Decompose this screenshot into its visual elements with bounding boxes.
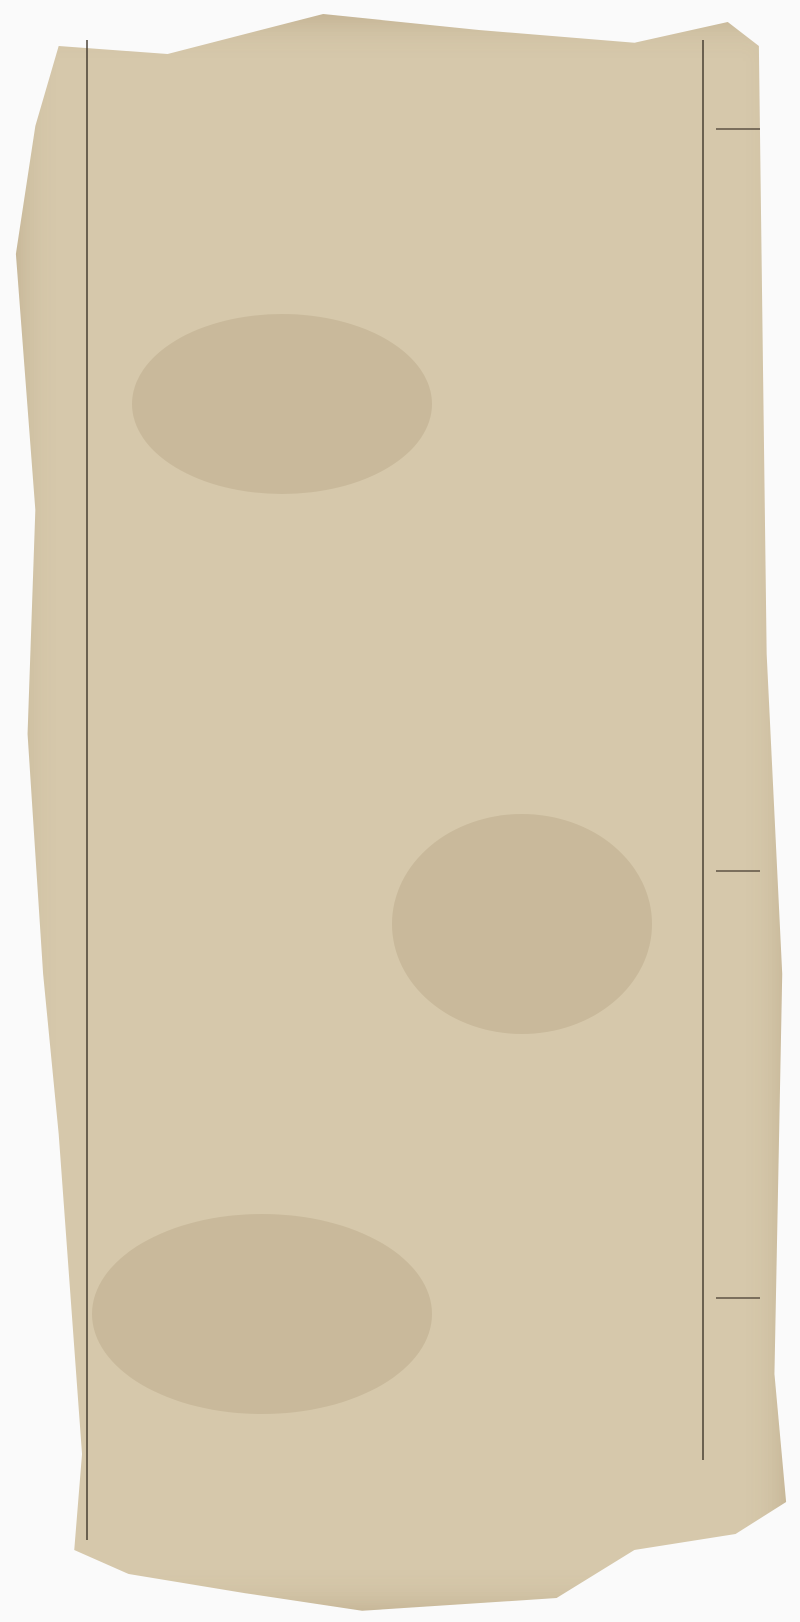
main-column [92, 28, 692, 1583]
bottom-torn-text [230, 1588, 690, 1618]
bottom-torn-text [540, 1556, 740, 1586]
column-rule-right [702, 40, 704, 1460]
left-column [24, 55, 80, 1545]
column-rule-left [86, 40, 88, 1540]
right-column [710, 30, 780, 1440]
